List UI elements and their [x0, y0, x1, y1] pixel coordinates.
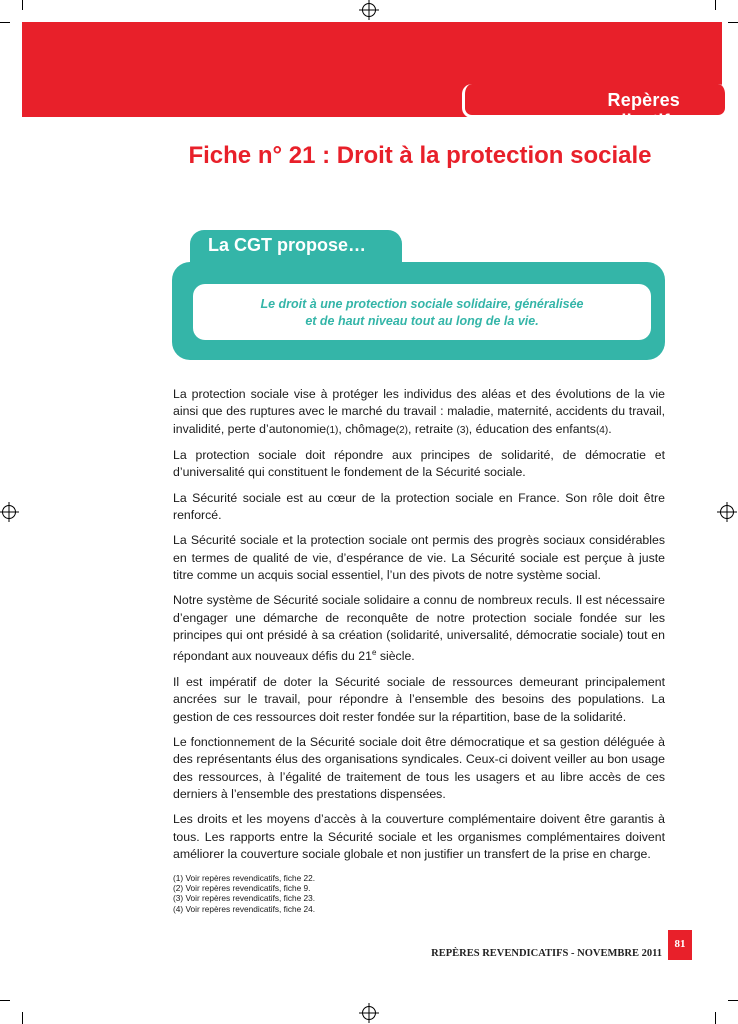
section-tab-label: Repères revendicatifs: [566, 90, 680, 131]
running-footer: REPÈRES REVENDICATIFS - NOVEMBRE 2011: [431, 948, 662, 959]
body-text: [173, 386, 665, 871]
footnote: (3) Voir repères revendicatifs, fiche 23.: [173, 893, 316, 904]
crop-mark: [0, 22, 10, 23]
footnote-ref: (2): [395, 424, 409, 436]
registration-mark-icon: [362, 1006, 376, 1020]
paragraph: Notre système de Sécurité sociale solidaire a connu de nombreux reculs. Il est nécessaire d’engager une démarche de reconquête de notre protection sociale fondée sur les principes qui ont présidé à sa création (solidarité, universalité, démocratie sociale) tout en répondant aux nouveaux défis du 21e siècle.: [173, 593, 665, 664]
superscript: e: [371, 648, 377, 658]
paragraph: La protection sociale doit répondre aux principes de solidarité, de démocratie et d’universalité qui constituent le fondement de la Sécurité sociale.: [173, 448, 665, 480]
footnotes: [173, 873, 315, 914]
crop-mark: [22, 1012, 23, 1024]
footnote-ref: (3): [456, 424, 469, 436]
crop-mark: [715, 0, 716, 10]
page-title: Fiche n° 21 : Droit à la protection sociale: [188, 142, 652, 169]
footnote: (1) Voir repères revendicatifs, fiche 22.: [173, 873, 316, 883]
crop-mark: [728, 22, 738, 23]
paragraph: La protection sociale vise à protéger les individus des aléas et des évolutions de la vie ainsi que des ruptures avec le marché du travail : maladie, maternité, accidents du travail, invalidité, perte d’autonomie(1), chômage(2), retraite (3), éducation des enfants(4).: [173, 387, 665, 436]
paragraph: La Sécurité sociale est au cœur de la protection sociale en France. Son rôle doit être renforcé.: [173, 490, 665, 523]
footnote-ref: (1): [326, 424, 339, 436]
crop-mark: [22, 0, 23, 10]
paragraph: La Sécurité sociale et la protection sociale ont permis des progrès sociaux considérables en termes de qualité de vie, d’espérance de vie. La Sécurité sociale est perçue à juste titre comme un acquis social essentiel, l’un des pivots de notre système social.: [173, 533, 665, 583]
crop-mark: [715, 1012, 716, 1024]
page-number: 81: [668, 930, 692, 960]
registration-mark-icon: [720, 505, 734, 519]
proposal-label: La CGT propose…: [208, 235, 367, 255]
crop-mark: [0, 1000, 10, 1001]
crop-mark: [728, 1000, 738, 1001]
paragraph: Le fonctionnement de la Sécurité sociale doit être démocratique et sa gestion déléguée à des représentants élus des organisations syndicales. Ceux-ci doivent veiller au bon usage des ressources, à l’égalité de traitement de tous les usagers et au libre accès de ces derniers à l’ensemble des prestations dispensées.: [173, 734, 665, 801]
paragraph: Les droits et les moyens d’accès à la couverture complémentaire doivent être garantis à tous. Les rapports entre la Sécurité sociale et les organismes complémentaires doivent améliorer la couverture sociale globale et non justifier un transfert de la prise en charge.: [173, 812, 665, 862]
quote-line: Le droit à une protection sociale solidaire, généralisée: [260, 297, 584, 311]
registration-mark-icon: [2, 505, 16, 519]
footnote: (4) Voir repères revendicatifs, fiche 24.: [173, 903, 316, 914]
footnote: (2) Voir repères revendicatifs, fiche 9.: [173, 883, 311, 894]
paragraph: Il est impératif de doter la Sécurité sociale de ressources demeurant principalement ancrées sur le travail, pour répondre à l’ensemble des besoins des populations. La gestion de ces ressources doit rester fondée sur la répartition, base de la solidarité.: [173, 674, 665, 724]
footnote-ref: (4): [595, 424, 609, 436]
proposal-quote: [193, 296, 651, 330]
quote-line: et de haut niveau tout au long de la vie.: [305, 314, 539, 328]
registration-mark-icon: [362, 3, 376, 17]
